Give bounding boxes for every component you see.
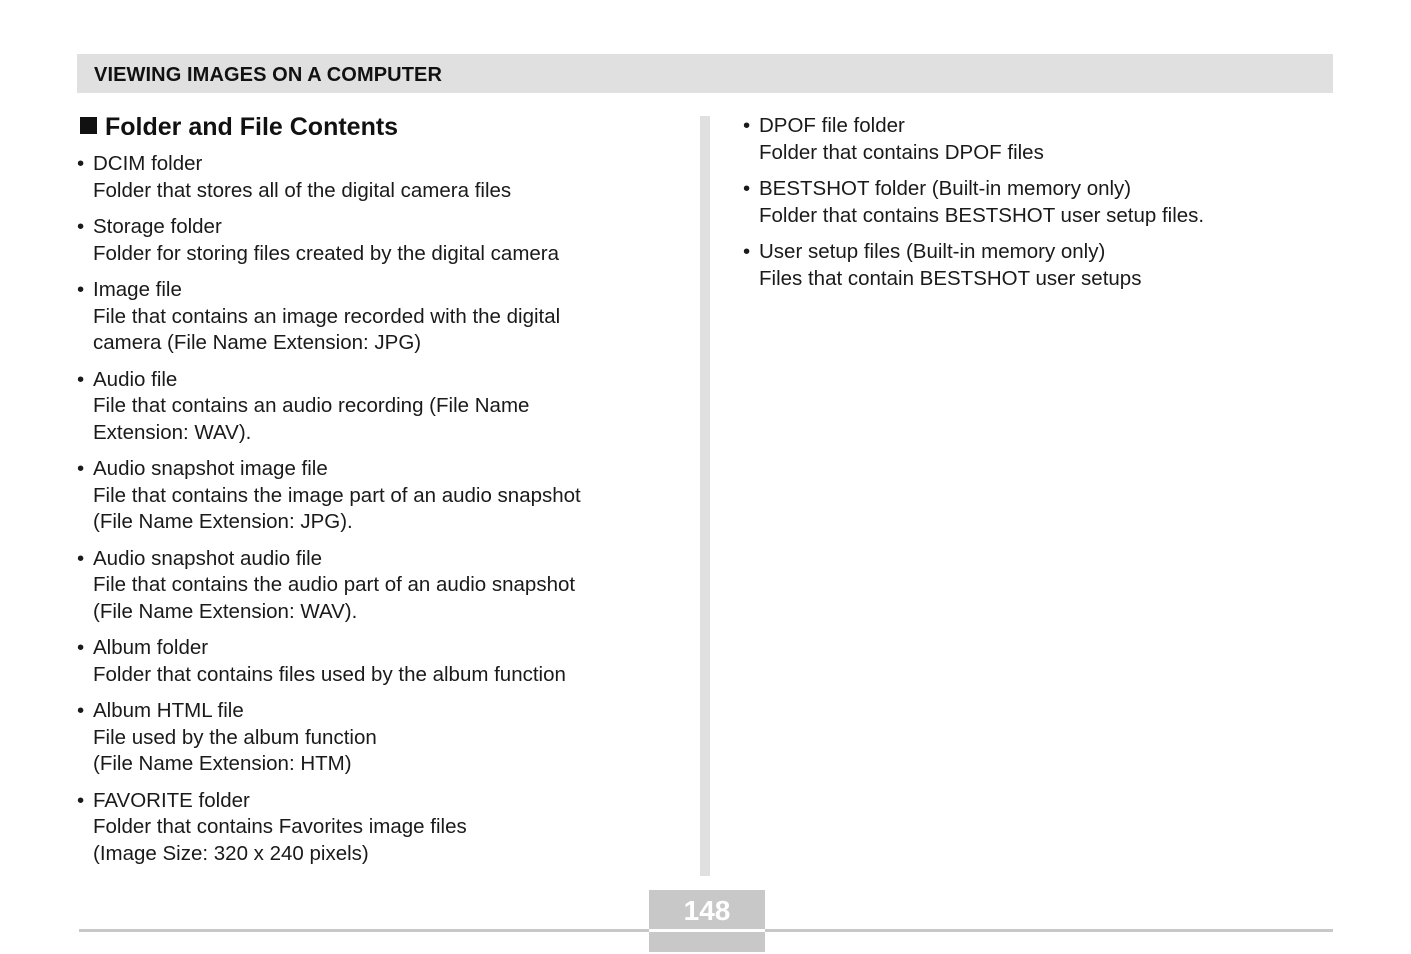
- item-description-line: (File Name Extension: JPG).: [93, 510, 353, 533]
- list-item: [77, 635, 657, 688]
- item-description-line: File that contains the image part of an audio snapshot: [93, 483, 581, 507]
- list-item: [743, 239, 1303, 292]
- item-description-line: camera (File Name Extension: JPG): [93, 331, 422, 354]
- section-heading-text: Folder and File Contents: [105, 113, 399, 141]
- item-description-line: Folder that stores all of the digital camera files: [93, 178, 512, 202]
- bullet-icon: •: [77, 278, 85, 301]
- header-title: VIEWING IMAGES ON A COMPUTER: [94, 64, 442, 86]
- list-item: [743, 176, 1303, 229]
- item-title: Audio file: [93, 367, 178, 391]
- bullet-icon: •: [77, 152, 85, 175]
- black-square-icon: [80, 117, 97, 134]
- item-description-line: File that contains an audio recording (File Name: [93, 394, 530, 417]
- item-description-line: (Image Size: 320 x 240 pixels): [93, 841, 369, 865]
- bullet-icon: •: [77, 546, 85, 570]
- bullet-icon: •: [743, 240, 751, 263]
- list-item: [743, 113, 1303, 166]
- bullet-icon: •: [77, 636, 85, 659]
- item-description-line: Folder that contains DPOF files: [759, 140, 1044, 164]
- item-description-line: Folder that contains Favorites image files: [93, 815, 467, 838]
- list-item: [77, 367, 657, 447]
- item-title: Album HTML file: [93, 699, 244, 722]
- list-item: [77, 151, 657, 204]
- list-item: [77, 788, 657, 868]
- list-item: [77, 698, 657, 778]
- item-description-line: Extension: WAV).: [93, 420, 252, 444]
- item-description-line: File that contains an image recorded with the digital: [93, 304, 561, 328]
- item-description-line: (File Name Extension: WAV).: [93, 599, 358, 623]
- list-item: [77, 277, 657, 357]
- item-title: FAVORITE folder: [93, 788, 250, 812]
- bullet-icon: •: [77, 699, 85, 722]
- list-item: [77, 546, 657, 626]
- bullet-icon: •: [743, 177, 751, 200]
- column-divider: [700, 116, 710, 876]
- bullet-icon: •: [77, 457, 85, 480]
- page-number: 148: [683, 895, 731, 926]
- item-description-line: Files that contain BESTSHOT user setups: [759, 266, 1142, 290]
- item-description-line: File used by the album function: [93, 725, 377, 749]
- item-title: Image file: [93, 278, 182, 301]
- item-title: Storage folder: [93, 215, 222, 238]
- item-description-line: (File Name Extension: HTM): [93, 752, 352, 775]
- item-title: DPOF file folder: [759, 114, 905, 137]
- section-heading: [80, 113, 398, 142]
- item-title: Audio snapshot image file: [93, 457, 328, 480]
- item-description-line: Folder that contains files used by the album function: [93, 662, 566, 686]
- left-column: [77, 151, 657, 877]
- list-item: [77, 214, 657, 267]
- page-number-box: [649, 890, 765, 952]
- item-title: User setup files (Built-in memory only): [759, 240, 1106, 263]
- item-description-line: Folder for storing files created by the digital camera: [93, 241, 560, 265]
- bullet-icon: •: [77, 788, 85, 812]
- bullet-icon: •: [77, 367, 85, 391]
- item-title: Album folder: [93, 636, 209, 659]
- right-column: [743, 113, 1303, 302]
- item-description-line: Folder that contains BESTSHOT user setup files.: [759, 203, 1205, 227]
- item-title: Audio snapshot audio file: [93, 546, 323, 570]
- item-title: BESTSHOT folder (Built-in memory only): [759, 177, 1132, 200]
- bullet-icon: •: [743, 114, 751, 137]
- section-header-bar: [77, 54, 1333, 93]
- page-box-divider: [649, 929, 765, 932]
- item-description-line: File that contains the audio part of an audio snapshot: [93, 573, 576, 596]
- list-item: [77, 456, 657, 536]
- bullet-icon: •: [77, 215, 85, 238]
- item-title: DCIM folder: [93, 152, 203, 175]
